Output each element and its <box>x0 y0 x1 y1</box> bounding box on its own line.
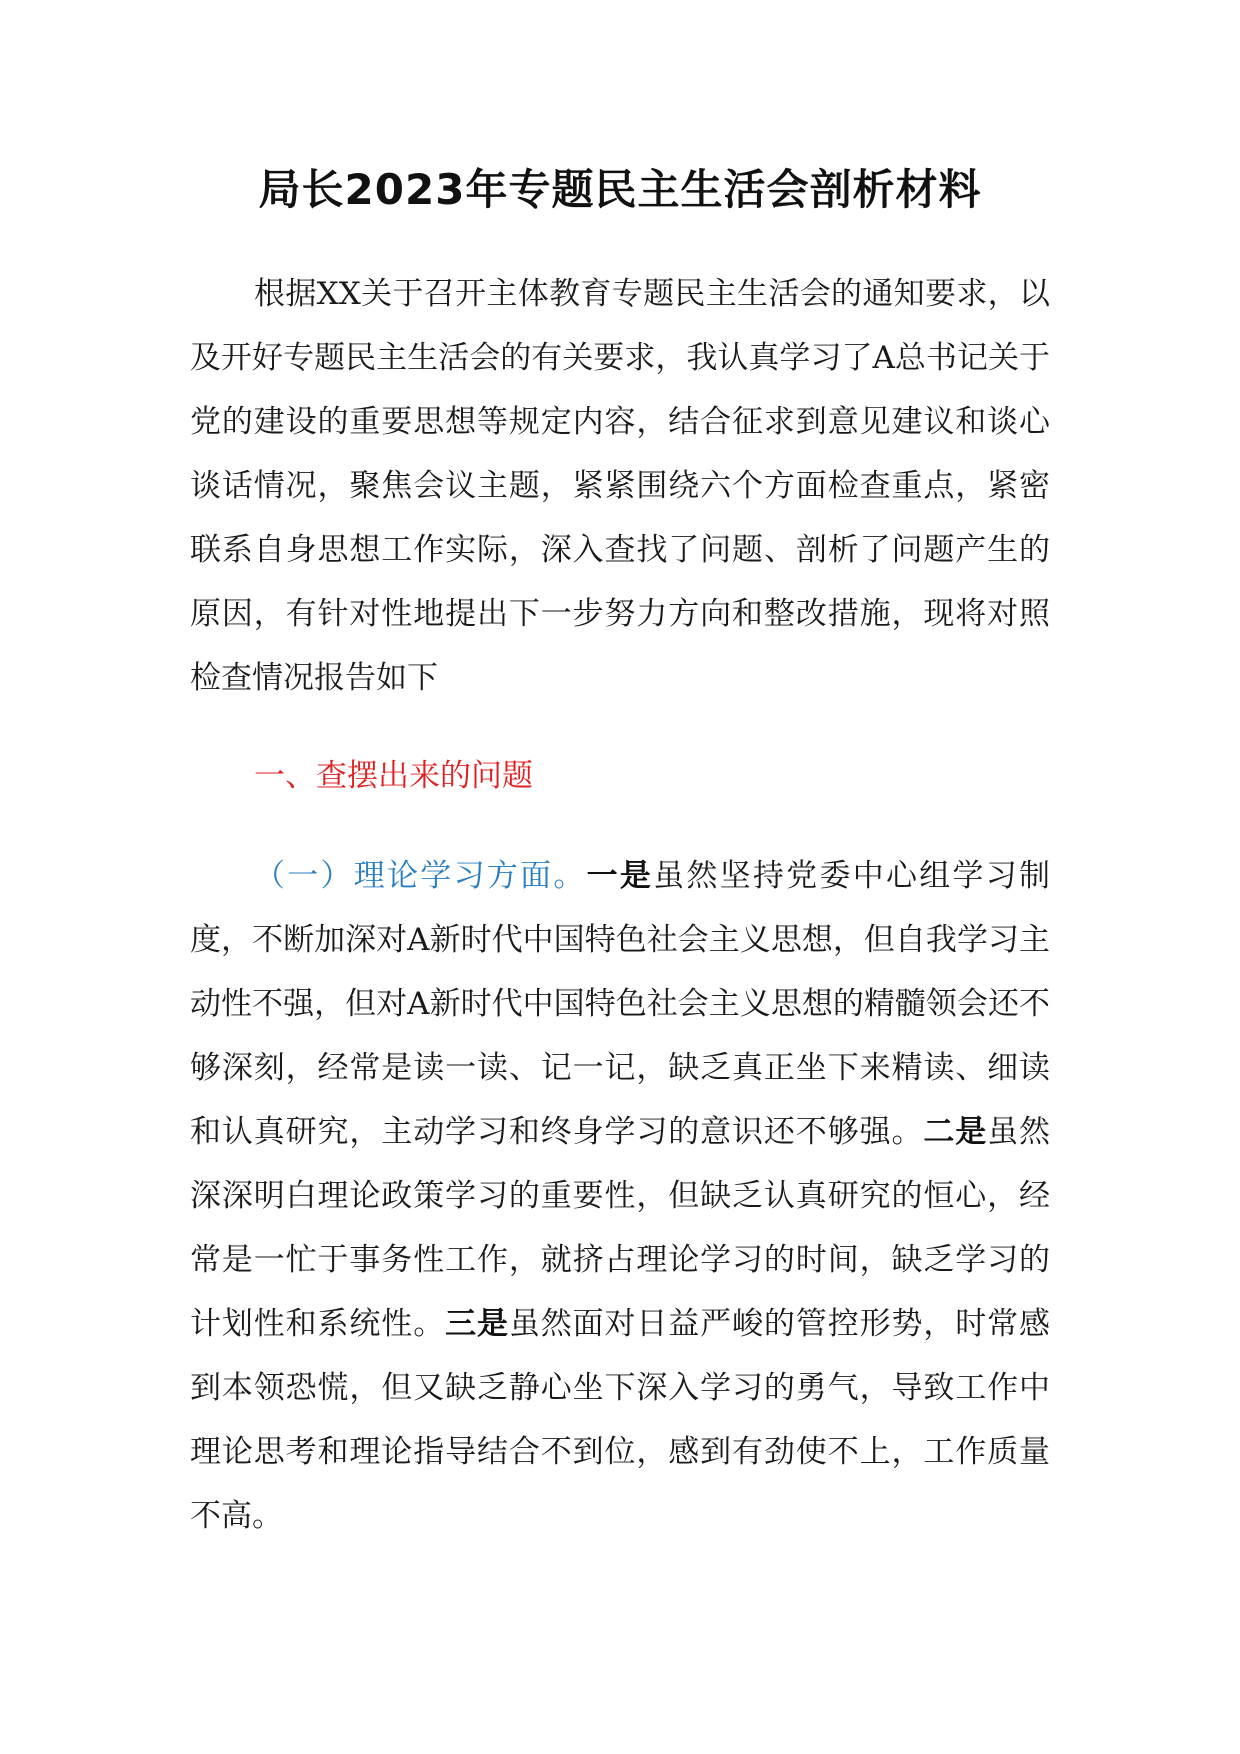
intro-paragraph: 根据XX关于召开主体教育专题民主生活会的通知要求，以及开好专题民主生活会的有关要求，我认真学习了A总书记关于党的建设的重要思想等规定内容，结合征求到意见建议和谈心谈话情况，聚焦会议主题，紧紧围绕六个方面检查重点，紧密联系自身思想工作实际，深入查找了问题、剖析了问题产生的原因，有针对性地提出下一步努力方向和整改措施，现将对照检查情况报告如下 <box>190 276 1050 696</box>
point-label-one: 一是 <box>586 858 654 894</box>
point-text-one: 虽然坚持党委中心组学习制度，不断加深对A新时代中国特色社会主义思想，但自我学习主动性不强，但对A新时代中国特色社会主义思想的精髓领会还不够深刻，经常是读一读、记一记，缺乏真正坐下来精读、细读和认真研究，主动学习和终身学习的意识还不够强。 <box>190 858 1051 1150</box>
section-heading-problems: 一、查摆出来的问题 <box>254 758 533 794</box>
point-label-two: 二是 <box>923 1114 988 1150</box>
point-text-three: 虽然面对日益严峻的管控形势，时常感到本领恐慌，但又缺乏静心坐下深入学习的勇气，导致工作中理论思考和理论指导结合不到位，感到有劲使不上，工作质量不高。 <box>190 1306 1051 1534</box>
subsection-heading-theory: （一）理论学习方面。 <box>254 858 587 894</box>
theory-study-paragraph <box>190 844 1050 1548</box>
point-text-two: 虽然深深明白理论政策学习的重要性，但缺乏认真研究的恒心，经常是一忙于事务性工作，就挤占理论学习的时间，缺乏学习的计划性和系统性。 <box>190 1114 1051 1342</box>
point-label-three: 三是 <box>445 1306 509 1342</box>
document-title: 局长2023年专题民主生活会剖析材料 <box>258 165 982 214</box>
